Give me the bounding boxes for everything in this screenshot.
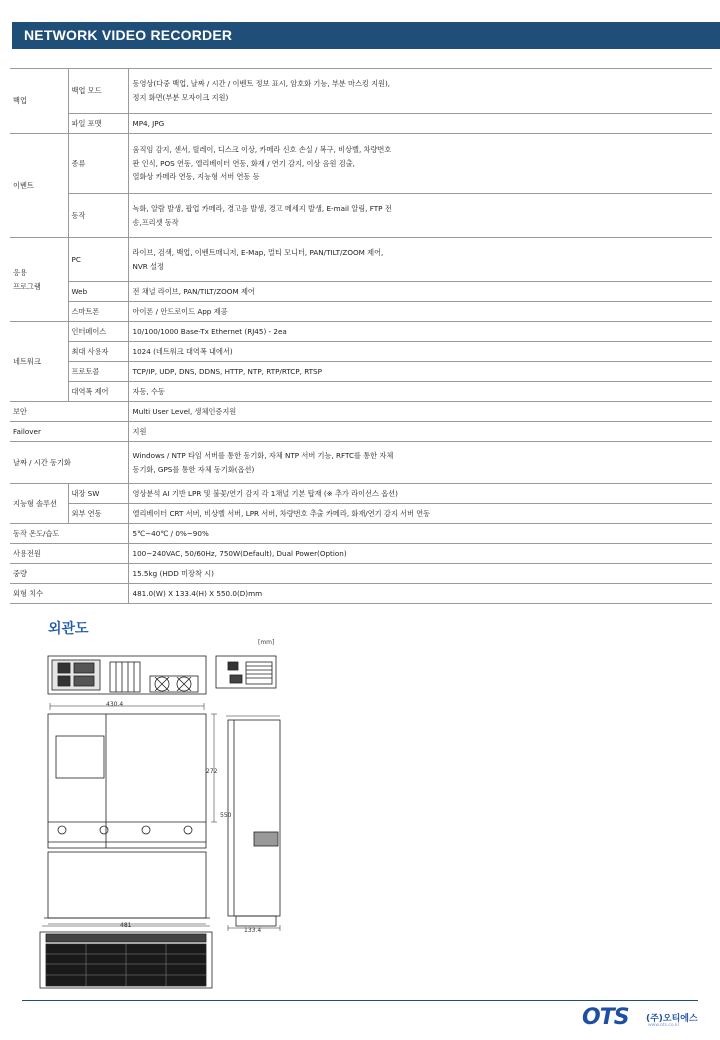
- desc-smartphone: 아이폰 / 안드로이드 App 제공: [128, 302, 712, 322]
- spec-table: [10, 68, 712, 604]
- sub-interface: 인터페이스: [68, 322, 128, 342]
- desc-event-type: [128, 134, 712, 194]
- sub-max-users: 최대 사용자: [68, 342, 128, 362]
- desc-time-sync: [128, 442, 712, 484]
- sub-protocol: 프로토콜: [68, 362, 128, 382]
- desc-line: 열화상 카메라 연동, 지능형 서버 연동 등: [132, 172, 260, 182]
- desc-builtin-sw: 영상분석 AI 기반 LPR 및 불꽃/연기 감지 각 1채널 기본 탑재 (※ 추가 라이선스 옵션): [128, 484, 712, 504]
- cat-weight: 중량: [10, 564, 128, 584]
- desc-line: 판 인식, POS 연동, 엘리베이터 연동, 화재 / 연기 감지, 이상 음원 검출,: [132, 158, 355, 168]
- dim-top-width: 430.4: [106, 701, 124, 708]
- sub-external: 외부 연동: [68, 504, 128, 524]
- cat-backup: 백업: [10, 69, 68, 134]
- desc-line: 라이브, 검색, 백업, 이벤트매니저, E-Map, 멀티 모니터, PAN/TILT/ZOOM 제어,: [132, 247, 384, 257]
- desc-max-users: 1024 (네트워크 대역폭 내에서): [128, 342, 712, 362]
- dim-bottom-width: 481: [120, 922, 132, 929]
- power-module-drawing: [216, 656, 276, 688]
- desc-pc: [128, 238, 712, 282]
- desc-security: Multi User Level, 생체인증지원: [128, 402, 712, 422]
- cat-line: 응용: [13, 267, 27, 277]
- dim-side-height: 550: [220, 812, 232, 819]
- desc-line: 녹화, 알람 발생, 팝업 카메라, 경고음 발생, 경고 메세지 발생, E-mail 알림, FTP 전: [132, 203, 392, 213]
- sub-event-type: 종류: [68, 134, 128, 194]
- desc-line: 동영상(다중 백업, 날짜 / 시간 / 이벤트 정보 표시, 암호화 기능, 부분 마스킹 지원),: [132, 79, 391, 89]
- bottom-view-drawing: [44, 852, 210, 924]
- sub-builtin-sw: 내장 SW: [68, 484, 128, 504]
- desc-line: 송,프리셋 동작: [132, 217, 179, 227]
- top-view-drawing: [48, 703, 217, 848]
- dim-depth: 272: [206, 768, 218, 775]
- desc-line: 움직임 감지, 센서, 릴레이, 디스크 이상, 카메라 신호 손실 / 복구, 비상벨, 차량번호: [132, 144, 392, 154]
- cat-application: [10, 238, 68, 322]
- front-view-drawing: [40, 926, 212, 988]
- cat-time-sync: 날짜 / 시간 동기화: [10, 442, 128, 484]
- cat-failover: Failover: [10, 422, 128, 442]
- title-bar: [12, 22, 720, 49]
- sub-web: Web: [68, 282, 128, 302]
- cat-event: 이벤트: [10, 134, 68, 238]
- footer-divider: [22, 1000, 698, 1001]
- desc-line: NVR 설정: [132, 261, 164, 271]
- sub-pc: PC: [68, 238, 128, 282]
- desc-line: Windows / NTP 타임 서버를 통한 동기화, 자체 NTP 서버 기능, RFTC를 통한 자체: [132, 450, 394, 460]
- appearance-title: 외관도: [48, 621, 89, 637]
- desc-temperature: 5℃~40℃ / 0%~90%: [128, 524, 712, 544]
- cat-line: 프로그램: [13, 281, 41, 291]
- desc-weight: 15.5kg (HDD 미장착 시): [128, 564, 712, 584]
- company-logo: OTS: [582, 1005, 629, 1030]
- dim-side-bottom: 133.4: [244, 927, 262, 934]
- sub-file-format: 파일 포맷: [68, 114, 128, 134]
- desc-interface: 10/100/1000 Base-Tx Ethernet (RJ45) - 2ea: [128, 322, 712, 342]
- desc-protocol: TCP/IP, UDP, DNS, DDNS, HTTP, NTP, RTP/RTCP, RTSP: [128, 362, 712, 382]
- desc-backup-mode: [128, 69, 712, 114]
- cat-temperature: 동작 온도/습도: [10, 524, 128, 544]
- sub-bandwidth: 대역폭 제어: [68, 382, 128, 402]
- desc-power: 100~240VAC, 50/60Hz, 750W(Default), Dual Power(Option): [128, 544, 712, 564]
- company-name: (주)오티에스: [646, 1014, 698, 1024]
- rear-view-drawing: [48, 656, 206, 694]
- desc-line: 정지 화면(부분 모자이크 지원): [132, 93, 229, 102]
- desc-failover: 지원: [128, 422, 712, 442]
- sub-backup-mode: 백업 모드: [68, 69, 128, 114]
- desc-file-format: MP4, JPG: [128, 114, 712, 134]
- cat-network: 네트워크: [10, 322, 68, 402]
- desc-dimensions: 481.0(W) X 133.4(H) X 550.0(D)mm: [128, 584, 712, 604]
- desc-line: 동기화, GPS를 통한 자체 동기화(옵션): [132, 464, 255, 474]
- desc-external: 엘리베이터 CRT 서버, 비상벨 서버, LPR 서버, 차량번호 추출 카메라, 화재/연기 감지 서버 연동: [128, 504, 712, 524]
- side-view-drawing: [226, 716, 280, 931]
- sub-event-action: 동작: [68, 194, 128, 238]
- unit-label: [mm]: [258, 639, 275, 646]
- cat-dimensions: 외형 치수: [10, 584, 128, 604]
- cat-intelligent: 지능형 솔루션: [10, 484, 68, 524]
- desc-bandwidth: 자동, 수동: [128, 382, 712, 402]
- desc-web: 전 채널 라이브, PAN/TILT/ZOOM 제어: [128, 282, 712, 302]
- cat-security: 보안: [10, 402, 128, 422]
- page-title: NETWORK VIDEO RECORDER: [24, 27, 233, 43]
- cat-power: 사용전원: [10, 544, 128, 564]
- desc-event-action: [128, 194, 712, 238]
- sub-smartphone: 스마트폰: [68, 302, 128, 322]
- company-url: www.ots.co.kr: [648, 1023, 680, 1028]
